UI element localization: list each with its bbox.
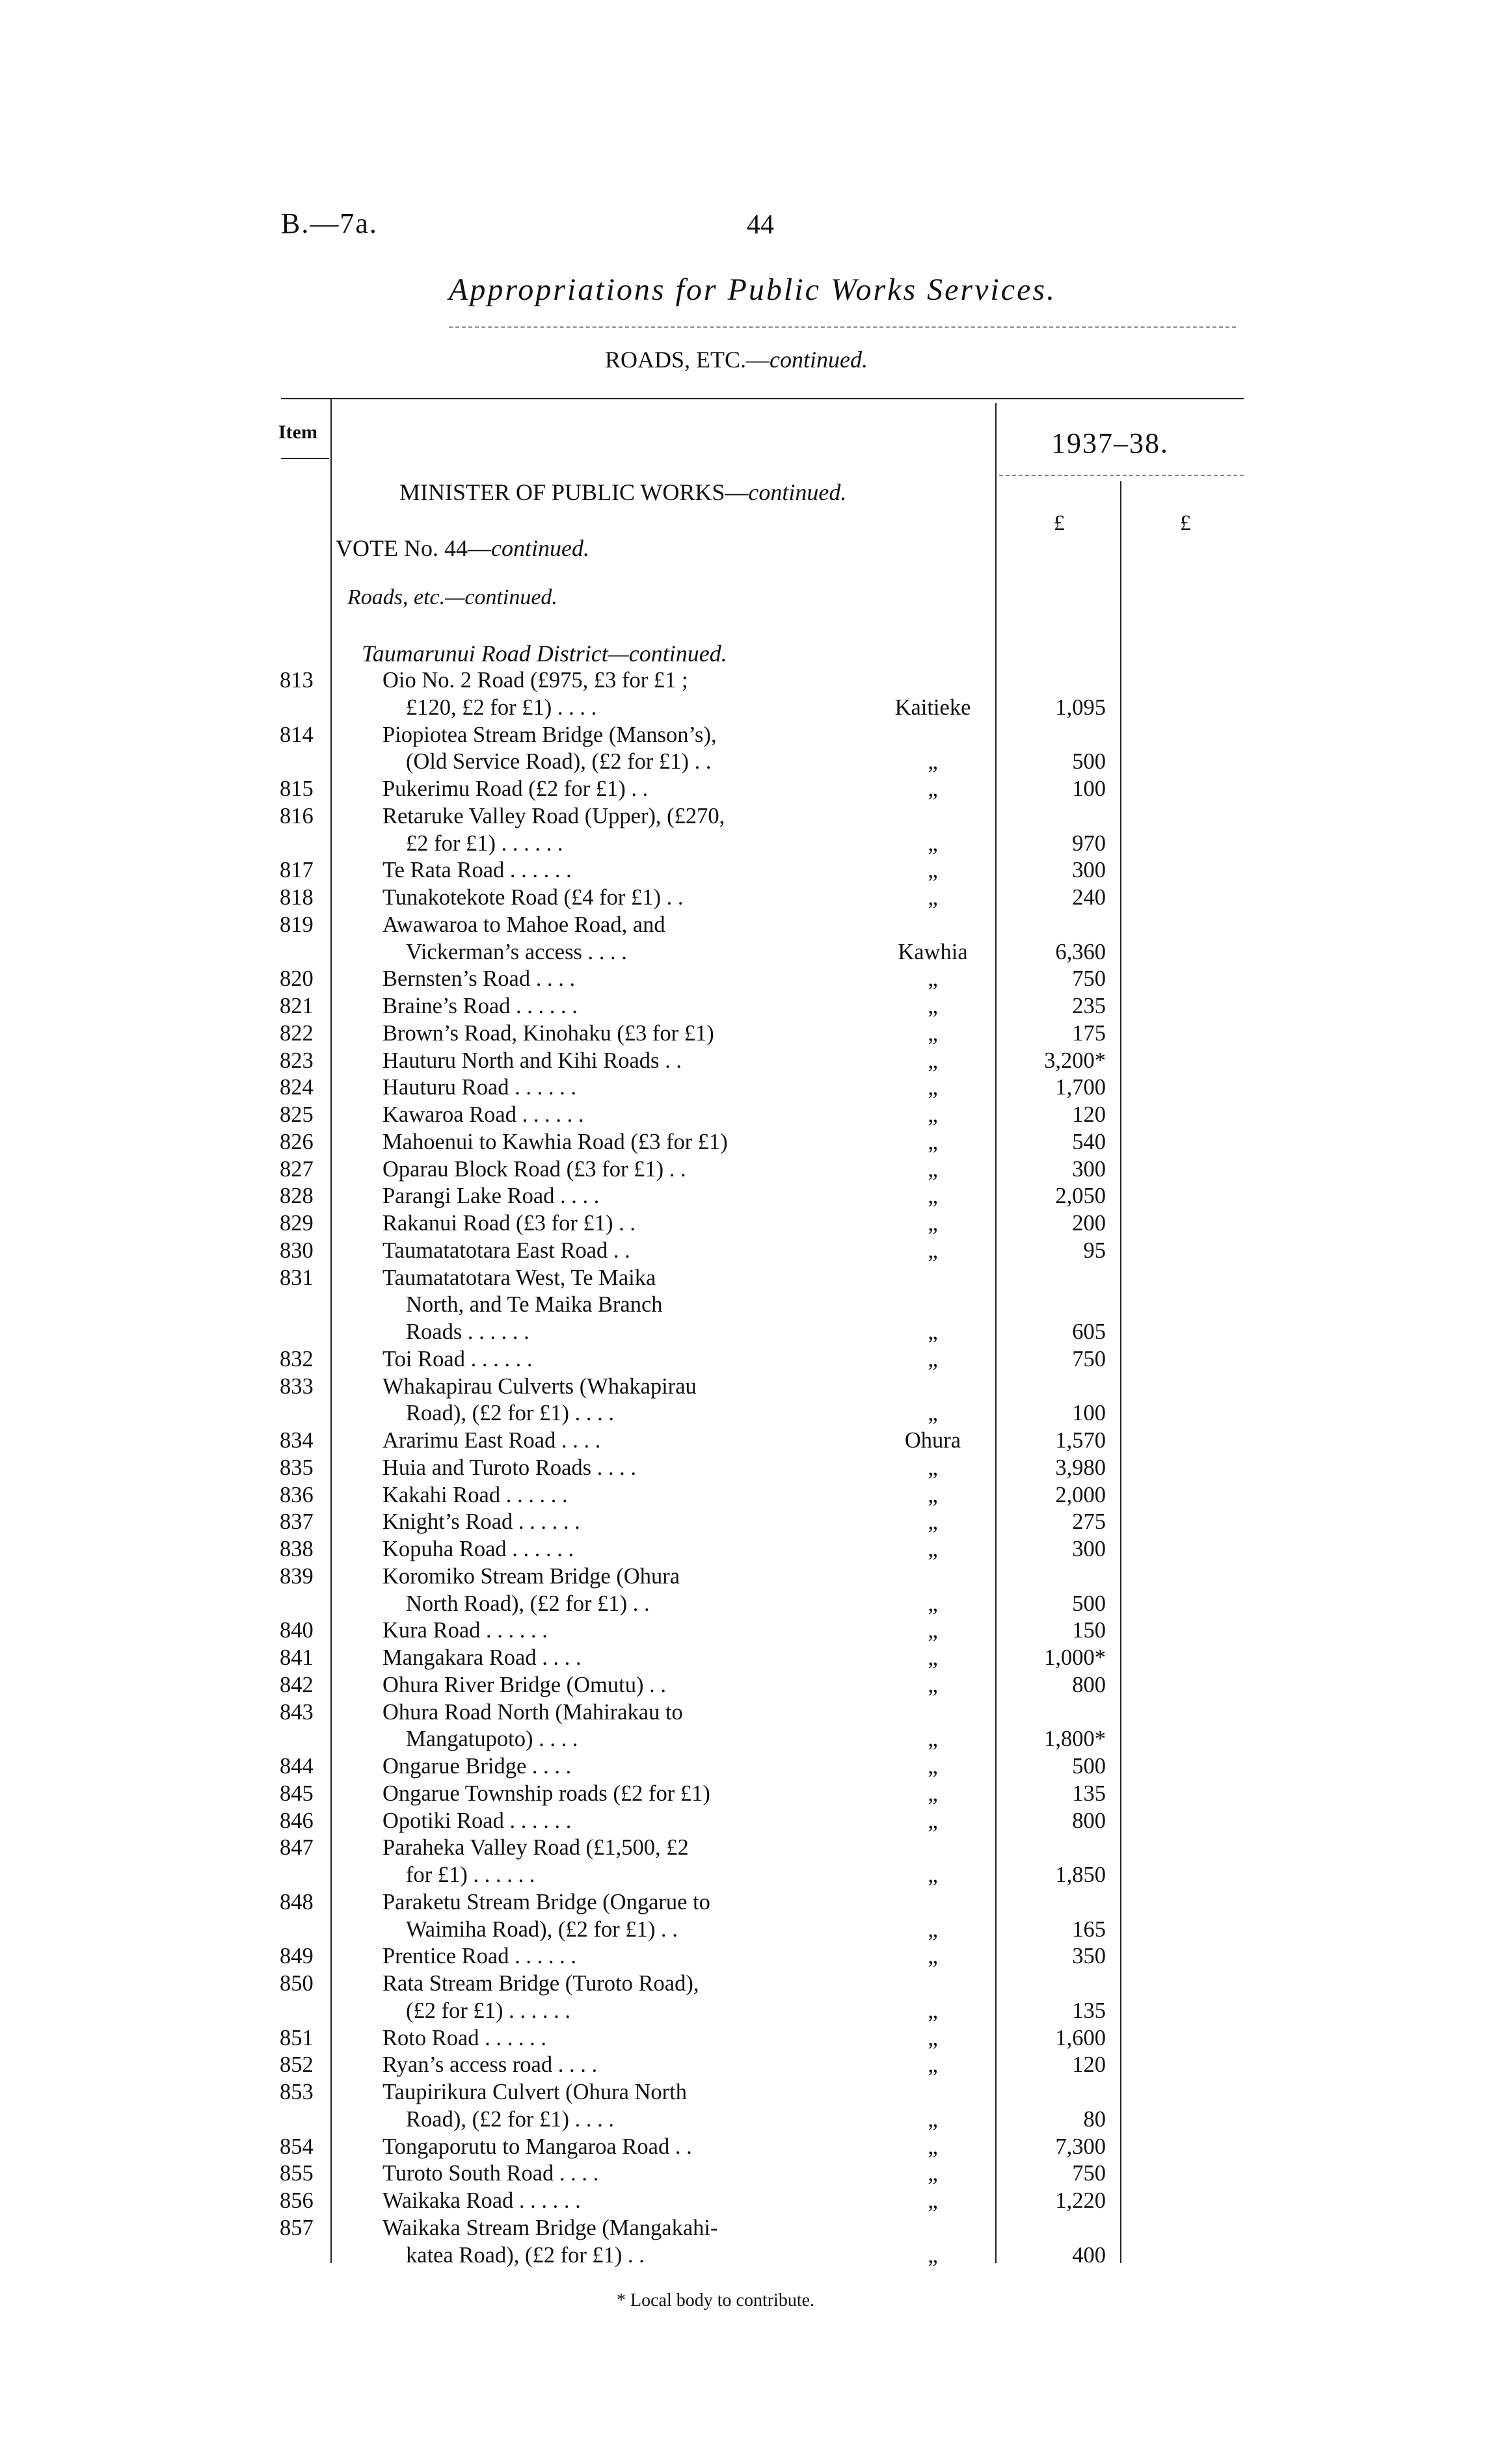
item-description: Kura Road . . . . . . (382, 1618, 548, 1643)
amount: 120 (1072, 2052, 1106, 2078)
amount: 800 (1072, 1672, 1106, 1697)
item-number: 833 (280, 1373, 314, 1399)
amount: 120 (1072, 1102, 1106, 1127)
item-number: 851 (280, 2025, 314, 2050)
minister-heading: MINISTER OF PUBLIC WORKS—continued. (399, 479, 847, 505)
table-row (0, 1780, 1487, 1807)
district-name: „ (928, 2106, 938, 2132)
item-description: Brown’s Road, Kinohaku (£3 for £1) (382, 1020, 714, 1046)
pound-header-2: £ (1180, 511, 1191, 535)
item-description: Ararimu East Road . . . . (382, 1428, 601, 1453)
item-number: 852 (280, 2052, 314, 2078)
item-description: Kakahi Road . . . . . . (382, 1482, 568, 1507)
table-row (0, 1399, 1487, 1427)
table-row (0, 1291, 1487, 1318)
table-row (0, 1481, 1487, 1509)
item-number: 843 (280, 1699, 314, 1725)
item-description: Waimiha Road), (£2 for £1) . . (406, 1916, 678, 1942)
footnote: * Local body to contribute. (617, 2290, 815, 2311)
district-name: „ (928, 1238, 938, 1263)
amount: 3,200* (1044, 1048, 1106, 1073)
item-description: Road), (£2 for £1) . . . . (406, 1401, 615, 1426)
item-number: 818 (280, 885, 314, 910)
item-number: 828 (280, 1184, 314, 1209)
table-row (0, 1156, 1487, 1183)
district-name: „ (928, 1129, 938, 1154)
amount: 80 (1083, 2106, 1106, 2132)
amount: 100 (1072, 1401, 1106, 1426)
item-number: 837 (280, 1509, 314, 1535)
item-number: 815 (280, 776, 314, 801)
district-name: „ (928, 1184, 938, 1209)
section-heading-text: ROADS, ETC.—continued. (605, 347, 868, 373)
district-name: „ (928, 1916, 938, 1942)
item-description: North, and Te Maika Branch (406, 1292, 663, 1318)
page-title: Appropriations for Public Works Services. (449, 272, 1057, 307)
item-number: 827 (280, 1156, 314, 1182)
amount: 1,095 (1055, 695, 1106, 720)
amount: 135 (1072, 1998, 1106, 2023)
amount: 800 (1072, 1808, 1106, 1833)
amount: 1,800* (1044, 1727, 1106, 1752)
table-top-rule (281, 398, 1244, 399)
item-description: Waikaka Stream Bridge (Mangakahi- (382, 2215, 718, 2240)
item-description: Hauturu North and Kihi Roads . . (382, 1048, 682, 1073)
table-row (0, 694, 1487, 721)
table-row (0, 1997, 1487, 2024)
item-description: Ongarue Bridge . . . . (382, 1754, 572, 1779)
table-row (0, 1753, 1487, 1780)
item-description: Rata Stream Bridge (Turoto Road), (382, 1971, 699, 1996)
amount: 200 (1072, 1211, 1106, 1236)
table-row (0, 1644, 1487, 1671)
item-description: Taumatatotara East Road . . (382, 1238, 630, 1263)
item-number: 831 (280, 1265, 314, 1290)
table-row (0, 667, 1487, 694)
table-row (0, 1237, 1487, 1264)
district-name: „ (928, 1455, 938, 1480)
amount: 3,980 (1055, 1455, 1106, 1480)
table-row (0, 2078, 1487, 2106)
table-row (0, 1671, 1487, 1699)
item-number: 855 (280, 2161, 314, 2186)
amount: 1,850 (1055, 1862, 1106, 1887)
item-description: Ohura Road North (Mahirakau to (382, 1699, 683, 1725)
table-row (0, 1535, 1487, 1563)
amount: 7,300 (1055, 2134, 1106, 2159)
amount: 1,220 (1055, 2188, 1106, 2213)
district-name: „ (928, 776, 938, 801)
item-description: Ongarue Township roads (£2 for £1) (382, 1781, 710, 1806)
item-description: Prentice Road . . . . . . (382, 1944, 576, 1969)
table-row (0, 2106, 1487, 2133)
amount: 175 (1072, 1020, 1106, 1046)
table-row (0, 1427, 1487, 1454)
item-description: Parangi Lake Road . . . . (382, 1184, 600, 1209)
district-name: „ (928, 1211, 938, 1236)
district-name: „ (928, 1102, 938, 1127)
table-row (0, 911, 1487, 938)
item-description: Tunakotekote Road (£4 for £1) . . (382, 885, 684, 910)
amount: 1,000* (1044, 1645, 1106, 1670)
amount: 240 (1072, 885, 1106, 910)
item-number: 844 (280, 1754, 314, 1779)
district-name: „ (928, 2161, 938, 2186)
item-description: £120, £2 for £1) . . . . (406, 695, 597, 720)
amount: 300 (1072, 1156, 1106, 1182)
district-name: „ (928, 1754, 938, 1779)
district-name: „ (928, 1645, 938, 1670)
table-row (0, 1454, 1487, 1481)
district-name: „ (928, 1537, 938, 1561)
district-name: „ (928, 1727, 938, 1752)
page-number: 44 (747, 210, 774, 240)
district-name: „ (928, 830, 938, 856)
district-name: Ohura (904, 1428, 961, 1453)
item-description: Ryan’s access road . . . . (382, 2052, 598, 2078)
section-heading (605, 346, 868, 373)
item-number: 830 (280, 1238, 314, 1263)
item-description: Kopuha Road . . . . . . (382, 1537, 574, 1561)
amount: 970 (1072, 830, 1106, 856)
item-description: Road), (£2 for £1) . . . . (406, 2106, 615, 2132)
table-row (0, 1970, 1487, 1997)
item-description: Paraketu Stream Bridge (Ongarue to (382, 1889, 710, 1914)
item-description: North Road), (£2 for £1) . . (406, 1591, 650, 1616)
item-description: Kawaroa Road . . . . . . (382, 1102, 584, 1127)
year-header: 1937–38. (1051, 427, 1169, 459)
item-number: 813 (280, 668, 314, 693)
item-description: Braine’s Road . . . . . . (382, 994, 578, 1018)
item-number: 821 (280, 994, 314, 1018)
district-name: „ (928, 1618, 938, 1643)
table-row (0, 2133, 1487, 2160)
item-number: 847 (280, 1835, 314, 1861)
table-row (0, 2024, 1487, 2052)
table-row (0, 1725, 1487, 1753)
table-row (0, 775, 1487, 802)
item-description: Pukerimu Road (£2 for £1) . . (382, 776, 649, 801)
item-number: 841 (280, 1645, 314, 1670)
amount: 2,000 (1055, 1482, 1106, 1507)
amount: 540 (1072, 1129, 1106, 1154)
item-number: 823 (280, 1048, 314, 1073)
district-name: „ (928, 1346, 938, 1371)
item-number: 832 (280, 1346, 314, 1371)
item-number: 829 (280, 1211, 314, 1236)
item-number: 836 (280, 1482, 314, 1507)
item-description: Mahoenui to Kawhia Road (£3 for £1) (382, 1129, 728, 1154)
item-number: 822 (280, 1020, 314, 1046)
table-row (0, 1373, 1487, 1400)
table-row (0, 1563, 1487, 1590)
item-number: 857 (280, 2215, 314, 2240)
item-number: 817 (280, 858, 314, 883)
amount: 350 (1072, 1944, 1106, 1969)
table-row (0, 1834, 1487, 1861)
item-number: 850 (280, 1971, 314, 1996)
district-name: „ (928, 1319, 938, 1344)
amount: 750 (1072, 966, 1106, 992)
item-number: 838 (280, 1537, 314, 1561)
table-row (0, 2160, 1487, 2187)
table-row (0, 1074, 1487, 1101)
table-row (0, 748, 1487, 775)
item-description: katea Road), (£2 for £1) . . (406, 2242, 645, 2268)
item-number: 856 (280, 2188, 314, 2213)
item-description: Paraheka Valley Road (£1,500, £2 (382, 1835, 689, 1861)
amount: 300 (1072, 858, 1106, 883)
item-description: Tongaporutu to Mangaroa Road . . (382, 2134, 692, 2159)
table-row (0, 802, 1487, 830)
table-row (0, 830, 1487, 857)
item-description: £2 for £1) . . . . . . (406, 830, 563, 856)
item-number: 825 (280, 1102, 314, 1127)
amount: 235 (1072, 994, 1106, 1018)
district-name: „ (928, 1591, 938, 1616)
item-description: (Old Service Road), (£2 for £1) . . (406, 749, 712, 775)
amount: 150 (1072, 1618, 1106, 1643)
table-row (0, 884, 1487, 911)
item-number: 849 (280, 1944, 314, 1969)
district-name: „ (928, 858, 938, 883)
table-row (0, 1590, 1487, 1617)
title-rule (449, 326, 1236, 328)
district-name: „ (928, 1781, 938, 1806)
district-name: „ (928, 1482, 938, 1507)
table-row (0, 965, 1487, 992)
item-number: 842 (280, 1672, 314, 1697)
item-number: 835 (280, 1455, 314, 1480)
district-name: Kaitieke (894, 695, 971, 720)
district-name: „ (928, 2242, 938, 2268)
item-number: 824 (280, 1075, 314, 1100)
district-name: Kawhia (898, 939, 968, 964)
district-name: „ (928, 2134, 938, 2159)
district-name: „ (928, 1944, 938, 1969)
table-row (0, 2051, 1487, 2078)
pound-header-1: £ (1054, 511, 1065, 535)
district-name: „ (928, 2188, 938, 2213)
table-row (0, 992, 1487, 1020)
item-description: Whakapirau Culverts (Whakapirau (382, 1373, 697, 1399)
item-header-rule (281, 458, 329, 459)
table-row (0, 1047, 1487, 1074)
district-name: „ (928, 1808, 938, 1833)
item-description: Turoto South Road . . . . (382, 2161, 599, 2186)
table-row (0, 1182, 1487, 1210)
item-description: Roads . . . . . . (406, 1319, 529, 1344)
amount: 500 (1072, 1754, 1106, 1779)
table-row (0, 2187, 1487, 2214)
district-name: „ (928, 966, 938, 992)
amount: 500 (1072, 1591, 1106, 1616)
item-description: Roto Road . . . . . . (382, 2025, 547, 2050)
district-name: „ (928, 1156, 938, 1182)
item-number: 839 (280, 1563, 314, 1589)
table-row (0, 1345, 1487, 1373)
amount: 6,360 (1055, 939, 1106, 964)
district-name: „ (928, 994, 938, 1018)
district-name: „ (928, 1862, 938, 1887)
amount: 1,700 (1055, 1075, 1106, 1100)
table-row (0, 1699, 1487, 1726)
document-reference: B.—7a. (281, 207, 378, 239)
item-number: 819 (280, 912, 314, 937)
item-description: Vickerman’s access . . . . (406, 939, 627, 964)
item-number: 834 (280, 1428, 314, 1453)
item-description: Te Rata Road . . . . . . (382, 858, 572, 883)
amount: 605 (1072, 1319, 1106, 1344)
district-name: „ (928, 1672, 938, 1697)
district-heading: Taumarunui Road District—continued. (362, 641, 727, 667)
item-description: Mangatupoto) . . . . (406, 1727, 578, 1752)
table-row (0, 1508, 1487, 1535)
table-row (0, 1861, 1487, 1888)
item-description: Opotiki Road . . . . . . (382, 1808, 572, 1833)
vote-heading: VOTE No. 44—continued. (336, 535, 589, 561)
item-description: Hauturu Road . . . . . . (382, 1075, 577, 1100)
amount: 135 (1072, 1781, 1106, 1806)
item-number: 820 (280, 966, 314, 992)
district-name: „ (928, 1998, 938, 2023)
item-description: Ohura River Bridge (Omutu) . . (382, 1672, 666, 1697)
amount: 1,600 (1055, 2025, 1106, 2050)
item-description: Koromiko Stream Bridge (Ohura (382, 1563, 680, 1589)
district-name: „ (928, 1048, 938, 1073)
item-number: 816 (280, 803, 314, 828)
district-name: „ (928, 1509, 938, 1535)
table-row (0, 1318, 1487, 1345)
item-description: Rakanui Road (£3 for £1) . . (382, 1211, 636, 1236)
district-name: „ (928, 749, 938, 775)
table-row (0, 721, 1487, 748)
item-number: 840 (280, 1618, 314, 1643)
table-row (0, 1617, 1487, 1644)
amount: 400 (1072, 2242, 1106, 2268)
table-row (0, 2242, 1487, 2269)
amount: 300 (1072, 1537, 1106, 1561)
item-description: Retaruke Valley Road (Upper), (£270, (382, 803, 725, 828)
item-description: Toi Road . . . . . . (382, 1346, 533, 1371)
district-name: „ (928, 1401, 938, 1426)
item-description: Huia and Turoto Roads . . . . (382, 1455, 637, 1480)
item-description: Piopiotea Stream Bridge (Manson’s), (382, 722, 717, 747)
item-number: 853 (280, 2080, 314, 2104)
amount: 500 (1072, 749, 1106, 775)
item-number: 814 (280, 722, 314, 747)
item-number: 854 (280, 2134, 314, 2159)
table-row (0, 1264, 1487, 1292)
item-column-header: Item (278, 421, 317, 443)
item-description: Taumatatotara West, Te Maika (382, 1265, 656, 1290)
item-description: Oio No. 2 Road (£975, £3 for £1 ; (382, 668, 688, 693)
item-number: 845 (280, 1781, 314, 1806)
table-row (0, 1020, 1487, 1047)
district-name: „ (928, 2025, 938, 2050)
table-row (0, 1942, 1487, 1970)
table-row (0, 2214, 1487, 2242)
district-name: „ (928, 1020, 938, 1046)
item-description: Taupirikura Culvert (Ohura North (382, 2080, 687, 2104)
item-description: Bernsten’s Road . . . . (382, 966, 576, 992)
item-description: Mangakara Road . . . . (382, 1645, 582, 1670)
amount: 165 (1072, 1916, 1106, 1942)
district-name: „ (928, 885, 938, 910)
district-name: „ (928, 1075, 938, 1100)
amount: 100 (1072, 776, 1106, 801)
amount: 275 (1072, 1509, 1106, 1535)
item-description: Awawaroa to Mahoe Road, and (382, 912, 665, 937)
item-description: Knight’s Road . . . . . . (382, 1509, 580, 1535)
roads-subheading: Roads, etc.—continued. (347, 585, 557, 609)
amount: 2,050 (1055, 1184, 1106, 1209)
item-description: for £1) . . . . . . (406, 1862, 535, 1887)
table-row (0, 856, 1487, 884)
amount: 95 (1083, 1238, 1106, 1263)
amount: 750 (1072, 1346, 1106, 1371)
table-row (0, 1128, 1487, 1156)
table-row (0, 1888, 1487, 1916)
item-number: 846 (280, 1808, 314, 1833)
amount: 750 (1072, 2161, 1106, 2186)
item-description: Waikaka Road . . . . . . (382, 2188, 581, 2213)
year-rule (999, 475, 1244, 476)
amount: 1,570 (1055, 1428, 1106, 1453)
district-name: „ (928, 2052, 938, 2078)
table-row (0, 938, 1487, 966)
item-number: 848 (280, 1889, 314, 1914)
table-row (0, 1101, 1487, 1128)
table-row (0, 1807, 1487, 1835)
item-description: (£2 for £1) . . . . . . (406, 1998, 570, 2023)
item-description: Oparau Block Road (£3 for £1) . . (382, 1156, 686, 1182)
table-row (0, 1916, 1487, 1943)
item-number: 826 (280, 1129, 314, 1154)
table-row (0, 1210, 1487, 1237)
